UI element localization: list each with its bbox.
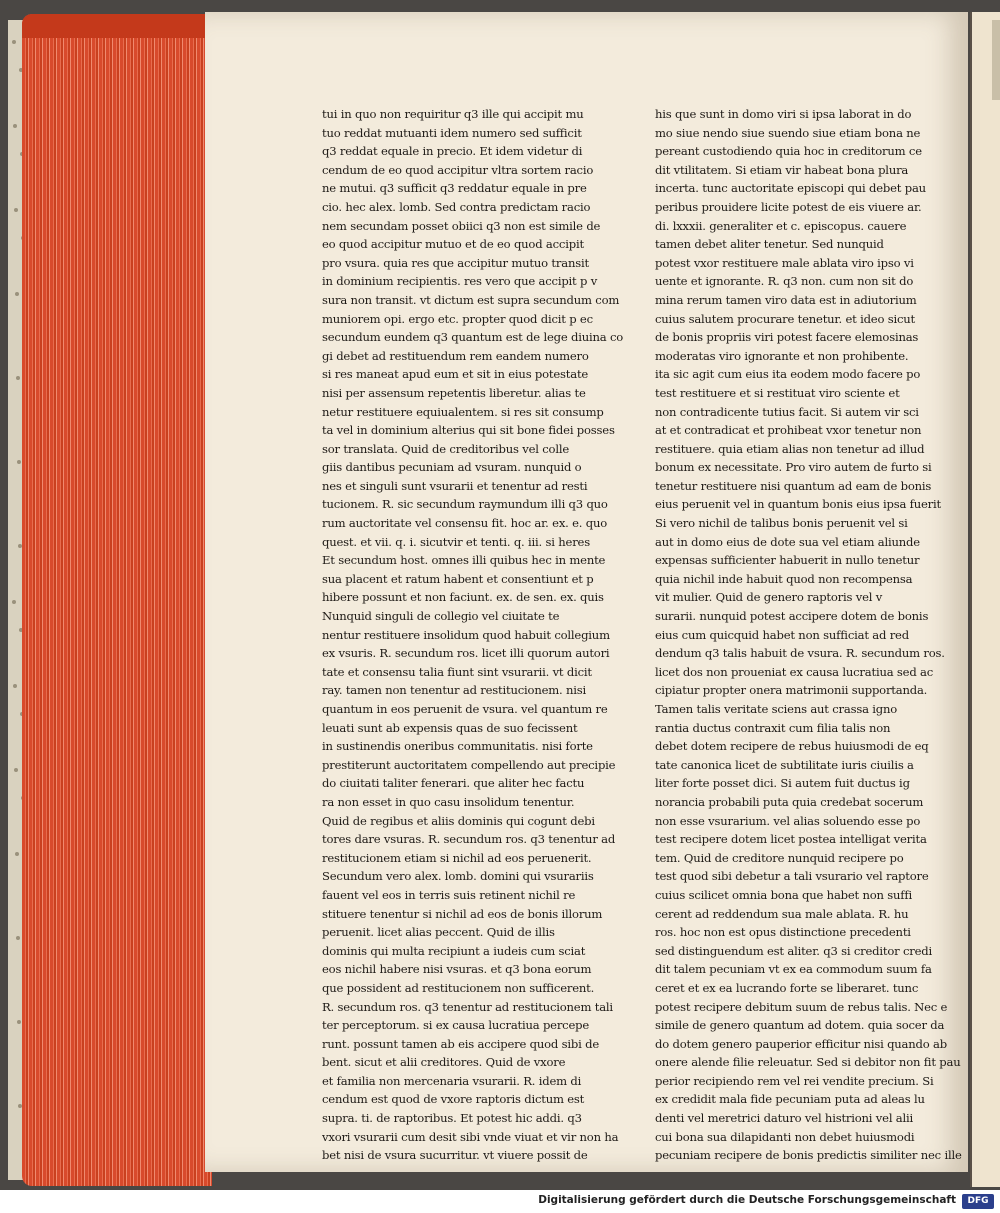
cover-speckle xyxy=(16,376,20,380)
text-line: non esse vsurarium. vel alias soluendo esse po xyxy=(655,813,921,828)
text-line: licet dos non proueniat ex causa lucratiua sed ac xyxy=(655,664,934,679)
text-line: test quod sibi debetur a tali vsurario vel raptore xyxy=(655,869,929,884)
text-line: vit mulier. Quid de genero raptoris vel v xyxy=(655,590,883,605)
cover-speckle xyxy=(15,292,19,296)
text-line: nem secundam posset obiici q3 non est simile de xyxy=(322,218,601,233)
text-line: que possident ad restitucionem non sufficerent. xyxy=(322,980,595,995)
text-line: expensas sufficienter habuerit in nullo tenetur xyxy=(655,553,920,568)
text-line: muniorem opi. ergo etc. propter quod dicit p ec xyxy=(322,311,593,326)
text-line: Si vero nichil de talibus bonis peruenit vel si xyxy=(655,516,908,531)
cover-speckle xyxy=(12,40,16,44)
text-line: Tamen talis veritate sciens aut crassa igno xyxy=(655,702,898,716)
text-line: ne mutui. q3 sufficit q3 reddatur equale in pre xyxy=(322,181,587,196)
text-line: cio. hec alex. lomb. Sed contra predictam racio xyxy=(322,199,591,214)
right-text-column xyxy=(655,105,962,1165)
text-line: ex vsuris. R. secundum ros. licet illi quorum autori xyxy=(322,646,610,661)
text-line: tem. Quid de creditore nunquid recipere po xyxy=(655,850,904,865)
text-line: in sustinendis oneribus communitatis. nisi forte xyxy=(322,739,593,754)
cover-speckle xyxy=(13,684,17,688)
page-tab xyxy=(992,20,1000,100)
text-line: pecuniam recipere de bonis predictis similiter nec ille xyxy=(655,1148,962,1163)
text-line: moderatas viro ignorante et non prohibente. xyxy=(655,348,909,363)
text-line: cerent ad reddendum sua male ablata. R. hu xyxy=(655,906,909,921)
text-line: at et contradicat et prohibeat vxor tenetur non xyxy=(655,423,922,438)
text-line: tui in quo non requiritur q3 ille qui accipit mu xyxy=(322,107,584,121)
text-line: sura non transit. vt dictum est supra secundum com xyxy=(322,292,620,307)
red-page-edges xyxy=(22,14,212,1186)
text-line: pro vsura. quia res que accipitur mutuo transit xyxy=(322,255,589,270)
text-line: tate canonica licet de subtilitate iuris ciuilis a xyxy=(655,757,914,772)
text-line: ita sic agit cum eius ita eodem modo facere po xyxy=(655,367,921,382)
text-line: quantum in eos peruenit de vsura. vel quantum re xyxy=(322,702,608,716)
text-line: onere alende filie releuatur. Sed si debitor non fit pau xyxy=(655,1055,961,1070)
cover-speckle xyxy=(17,460,21,464)
text-line: tenetur restituere nisi quantum ad eam de bonis xyxy=(655,478,932,493)
facing-page-edge xyxy=(970,12,1000,1187)
text-line: pereant custodiendo quia hoc in creditorum ce xyxy=(655,144,922,159)
text-line: di. lxxxii. generaliter et c. episcopus. cauere xyxy=(655,218,907,233)
red-edge-top xyxy=(22,14,212,38)
text-line: R. secundum ros. q3 tenentur ad restitucionem tali xyxy=(322,999,613,1014)
text-line: stituere tenentur si nichil ad eos de bonis illorum xyxy=(322,906,603,921)
cover-speckle xyxy=(14,768,18,772)
text-line: leuati sunt ab expensis quas de suo fecissent xyxy=(322,720,578,735)
text-line: nentur restituere insolidum quod habuit collegium xyxy=(322,627,610,642)
text-line: in dominium recipientis. res vero que accipit p v xyxy=(322,274,598,289)
text-line: mina rerum tamen viro data est in adiutorium xyxy=(655,292,917,307)
text-line: giis dantibus pecuniam ad vsuram. nunquid o xyxy=(322,460,582,475)
text-line: dendum q3 talis habuit de vsura. R. secundum ros. xyxy=(655,646,945,661)
footer-bar xyxy=(0,1190,1000,1213)
text-line: Nunquid singuli de collegio vel ciuitate te xyxy=(322,609,560,624)
text-line: simile de genero quantum ad dotem. quia socer da xyxy=(655,1018,945,1033)
text-line: secundum eundem q3 quantum est de lege diuina co xyxy=(322,330,624,345)
text-line: peruenit. licet alias peccent. Quid de illis xyxy=(322,925,555,940)
text-line: ceret et ex ea lucrando forte se liberaret. tunc xyxy=(655,980,919,995)
text-line: restituere. quia etiam alias non tenetur ad illud xyxy=(655,441,925,456)
text-line: cendum de eo quod accipitur vltra sortem racio xyxy=(322,162,594,177)
text-line: netur restituere equiualentem. si res sit consump xyxy=(322,404,604,419)
text-line: q3 reddat equale in precio. Et idem videtur di xyxy=(322,144,583,159)
text-line: quia nichil inde habuit quod non recompensa xyxy=(655,571,913,586)
text-line: si res maneat apud eum et sit in eius potestate xyxy=(322,367,589,382)
text-line: liter forte posset dici. Si autem fuit ductus ig xyxy=(655,776,910,791)
text-line: eius peruenit vel in quantum bonis eius ipsa fuerit xyxy=(655,497,941,512)
text-line: de bonis propriis viri potest facere elemosinas xyxy=(655,330,919,345)
text-line: Et secundum host. omnes illi quibus hec in mente xyxy=(322,553,606,568)
text-line: bet nisi de vsura sucurritur. vt viuere possit de xyxy=(322,1148,588,1163)
text-line: hibere possunt et non faciunt. ex. de sen. ex. quis xyxy=(322,590,604,605)
text-line: dit talem pecuniam vt ex ea commodum suum fa xyxy=(655,962,932,977)
text-line: his que sunt in domo viri si ipsa laborat in do xyxy=(655,107,912,121)
text-line: ra non esset in quo casu insolidum tenentur. xyxy=(322,794,575,809)
text-line: Quid de regibus et aliis dominis qui cogunt debi xyxy=(322,813,595,828)
dfg-logo: DFG xyxy=(962,1194,994,1209)
cover-speckle xyxy=(16,936,20,940)
text-line: bent. sicut et alii creditores. Quid de vxore xyxy=(322,1055,566,1070)
text-line: cendum est quod de vxore raptoris dictum est xyxy=(322,1092,585,1107)
text-line: aut in domo eius de dote sua vel etiam aliunde xyxy=(655,534,920,549)
text-line: nes et singuli sunt vsurarii et tenentur ad resti xyxy=(322,478,588,493)
text-line: cuius salutem procurare tenetur. et ideo sicut xyxy=(655,311,916,326)
cover-speckle xyxy=(12,600,16,604)
text-line: do ciuitati taliter fenerari. que aliter hec factu xyxy=(322,776,585,791)
text-line: dominis qui multa recipiunt a iudeis cum sciat xyxy=(322,943,586,958)
text-line: eius cum quicquid habet non sufficiat ad red xyxy=(655,627,909,642)
text-line: surarii. nunquid potest accipere dotem de bonis xyxy=(655,609,929,624)
text-line: vxori vsurarii cum desit sibi vnde viuat et vir non ha xyxy=(322,1129,619,1144)
text-line: rum auctoritate vel consensu fit. hoc ar. ex. e. quo xyxy=(322,516,608,531)
text-line: tate et consensu talia fiunt sint vsurarii. vt dicit xyxy=(322,664,592,679)
text-line: non contradicente tutius facit. Si autem vir sci xyxy=(655,404,919,419)
text-line: potest vxor restituere male ablata viro ipso vi xyxy=(655,255,914,270)
text-line: dit vtilitatem. Si etiam vir habeat bona plura xyxy=(655,162,909,177)
text-line: norancia probabili puta quia credebat socerum xyxy=(655,794,924,809)
text-line: runt. possunt tamen ab eis accipere quod sibi de xyxy=(322,1036,599,1051)
text-line: debet dotem recipere de rebus huiusmodi de eq xyxy=(655,739,929,754)
text-line: ta vel in dominium alterius qui sit bone fidei posses xyxy=(322,423,615,438)
text-line: quest. et vii. q. i. sicutvir et tenti. q. iii. si heres xyxy=(322,534,590,549)
text-line: bonum ex necessitate. Pro viro autem de furto si xyxy=(655,460,932,475)
text-line: eo quod accipitur mutuo et de eo quod accipit xyxy=(322,237,584,252)
text-line: et familia non mercenaria vsurarii. R. idem di xyxy=(322,1073,582,1088)
text-line: mo siue nendo siue suendo siue etiam bona ne xyxy=(655,125,921,140)
cover-speckle xyxy=(13,124,17,128)
text-line: cuius scilicet omnia bona que habet non suffi xyxy=(655,887,912,902)
text-line: ex credidit mala fide pecuniam puta ad aleas lu xyxy=(655,1092,925,1107)
cover-speckle xyxy=(15,852,19,856)
text-line: ray. tamen non tenentur ad restitucionem. nisi xyxy=(322,683,587,698)
text-line: gi debet ad restituendum rem eandem numero xyxy=(322,348,589,363)
cover-speckle xyxy=(14,208,18,212)
text-line: do dotem genero pauperior efficitur nisi quando ab xyxy=(655,1036,947,1051)
text-line: tucionem. R. sic secundum raymundum illi q3 quo xyxy=(322,497,608,512)
text-line: cui bona sua dilapidanti non debet huiusmodi xyxy=(655,1129,915,1144)
text-line: sua placent et ratum habent et consentiunt et p xyxy=(322,571,594,586)
left-text-column xyxy=(322,105,623,1165)
text-line: test recipere dotem licet postea intelligat verita xyxy=(655,832,927,847)
text-line: incerta. tunc auctoritate episcopi qui debet pau xyxy=(655,181,926,196)
text-line: fauent vel eos in terris suis retinent nichil re xyxy=(322,887,576,902)
text-line: potest recipere debitum suum de rebus talis. Nec e xyxy=(655,999,948,1014)
text-line: peribus prouidere licite potest de eis viuere ar. xyxy=(655,199,922,214)
text-line: rantia ductus contraxit cum filia talis non xyxy=(655,720,891,735)
text-line: tuo reddat mutuanti idem numero sed sufficit xyxy=(322,125,582,140)
text-line: supra. ti. de raptoribus. Et potest hic addi. q3 xyxy=(322,1111,582,1126)
text-line: test restituere et si restituat viro sciente et xyxy=(655,385,900,400)
cover-speckle xyxy=(17,1020,21,1024)
text-line: prestiterunt auctoritatem compellendo aut precipie xyxy=(322,757,616,772)
text-line: uente et ignorante. R. q3 non. cum non sit do xyxy=(655,274,914,289)
text-line: denti vel meretrici daturo vel histrioni vel alii xyxy=(655,1111,914,1126)
text-line: restitucionem etiam si nichil ad eos peruenerit. xyxy=(322,850,592,865)
text-line: ros. hoc non est opus distinctione precedenti xyxy=(655,925,911,940)
text-line: sed distinguendum est aliter. q3 si creditor credi xyxy=(655,943,933,958)
text-line: Secundum vero alex. lomb. domini qui vsurariis xyxy=(322,869,594,884)
text-line: sor translata. Quid de creditoribus vel colle xyxy=(322,441,569,456)
text-line: tores dare vsuras. R. secundum ros. q3 tenentur ad xyxy=(322,832,616,847)
text-line: nisi per assensum repetentis liberetur. alias te xyxy=(322,385,586,400)
text-line: ter perceptorum. si ex causa lucratiua percepe xyxy=(322,1018,590,1033)
footer-credit: Digitalisierung gefördert durch die Deutsche Forschungsgemeinschaft xyxy=(538,1194,956,1206)
text-line: eos nichil habere nisi vsuras. et q3 bona eorum xyxy=(322,962,592,977)
text-line: perior recipiendo rem vel rei vendite precium. Si xyxy=(655,1073,934,1088)
text-line: cipiatur propter onera matrimonii supportanda. xyxy=(655,683,928,698)
text-line: tamen debet aliter tenetur. Sed nunquid xyxy=(655,237,884,252)
